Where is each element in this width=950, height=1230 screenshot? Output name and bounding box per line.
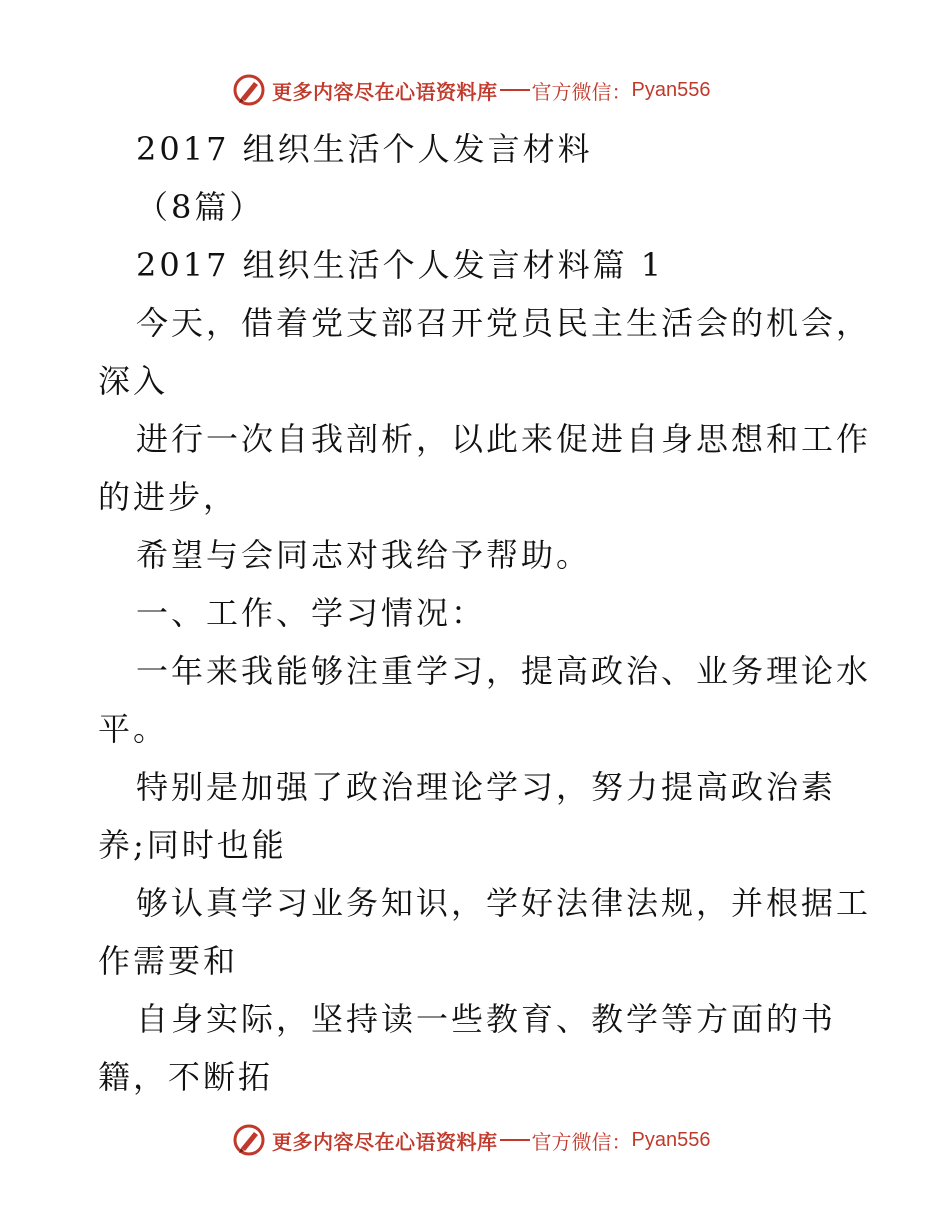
document-line: 自身实际，坚持读一些教育、教学等方面的书 [136, 1000, 837, 1038]
watermark-wechat-label: 官方微信： [531, 79, 632, 104]
watermark-wechat-label: 官方微信： [531, 1129, 632, 1154]
document-line: 2017 组织生活个人发言材料 [136, 130, 593, 168]
document-line: 深入 [98, 362, 169, 400]
document-line: 进行一次自我剖析，以此来促进自身思想和工作 [136, 420, 872, 458]
watermark-dash [500, 89, 530, 91]
watermark-brand-text: 更多内容尽在心语资料库 [272, 79, 498, 104]
document-line: （8篇） [136, 188, 265, 226]
document-line: 平。 [98, 710, 169, 748]
document-line: 籍，不断拓 [98, 1058, 274, 1096]
pen-logo-icon [232, 73, 266, 107]
document-line: 养;同时也能 [98, 826, 287, 864]
document-line: 2017 组织生活个人发言材料篇 1 [136, 246, 665, 284]
watermark-brand-text: 更多内容尽在心语资料库 [272, 1129, 498, 1154]
document-line: 作需要和 [98, 942, 239, 980]
document-line: 的进步， [98, 478, 239, 516]
document-line: 一、工作、学习情况： [136, 594, 487, 632]
watermark-wechat-handle: Pyan556 [631, 78, 711, 101]
pen-logo-icon [232, 1123, 266, 1157]
footer-watermark [232, 1122, 710, 1158]
document-line: 够认真学习业务知识，学好法律法规，并根据工 [136, 884, 872, 922]
document-body [98, 120, 888, 1106]
watermark-wechat-handle: Pyan556 [631, 1128, 711, 1151]
watermark-dash [500, 1139, 530, 1141]
header-watermark [232, 72, 710, 108]
document-line: 特别是加强了政治理论学习，努力提高政治素 [136, 768, 837, 806]
document-line: 希望与会同志对我给予帮助。 [136, 536, 592, 574]
document-line: 一年来我能够注重学习，提高政治、业务理论水 [136, 652, 872, 690]
document-line: 今天，借着党支部召开党员民主生活会的机会， [136, 304, 872, 342]
